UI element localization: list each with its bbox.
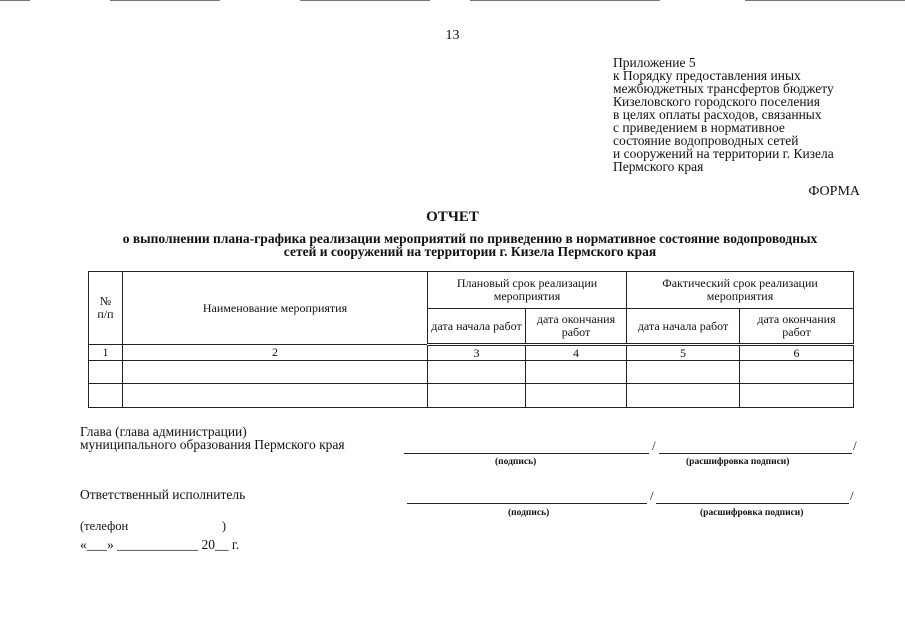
executor-label: Ответственный исполнитель bbox=[80, 487, 246, 502]
table-row bbox=[89, 361, 854, 384]
executor-slash: / bbox=[650, 488, 654, 503]
numbering-cell: 5 bbox=[627, 345, 740, 361]
numbering-cell: 2 bbox=[123, 345, 428, 361]
head-title-line1: Глава (глава администрации) bbox=[80, 424, 247, 439]
appendix-line: к Порядку предоставления иных bbox=[613, 68, 801, 83]
subtitle-line: сетей и сооружений на территории г. Кизела Пермского края bbox=[283, 244, 657, 259]
numbering-cell: 4 bbox=[526, 345, 627, 361]
date-line: «___» ____________ 20__ г. bbox=[80, 537, 240, 552]
executor-slash-end: / bbox=[850, 488, 854, 503]
header-name: Наименование мероприятия bbox=[123, 272, 428, 345]
page-number: 13 bbox=[445, 28, 460, 43]
numbering-cell: 6 bbox=[740, 345, 854, 361]
appendix-line: и сооружений на территории г. Кизела bbox=[613, 146, 834, 161]
executor-signature-caption: (подпись) bbox=[508, 508, 550, 518]
appendix-line: состояние водопроводных сетей bbox=[613, 133, 799, 148]
executor-decoding-caption: (расшифровка подписи) bbox=[700, 508, 804, 518]
executor-signature-line[interactable] bbox=[407, 503, 647, 504]
empty-cell[interactable] bbox=[627, 361, 740, 384]
head-signature-line[interactable] bbox=[404, 453, 649, 454]
empty-cell[interactable] bbox=[123, 384, 428, 408]
head-signature-caption: (подпись) bbox=[495, 457, 537, 467]
empty-cell[interactable] bbox=[89, 361, 123, 384]
report-table bbox=[88, 271, 854, 408]
head-slash: / bbox=[652, 438, 656, 453]
appendix-header bbox=[613, 56, 873, 173]
empty-cell[interactable] bbox=[627, 384, 740, 408]
header-num: № п/п bbox=[89, 272, 123, 345]
empty-cell[interactable] bbox=[428, 361, 526, 384]
subtitle-line: о выполнении плана-графика реализации мероприятий по приведению в нормативное состояние водопроводных bbox=[122, 231, 818, 246]
header-planned-end: дата окончания работ bbox=[526, 309, 627, 345]
empty-cell[interactable] bbox=[89, 384, 123, 408]
head-title-line2: муниципального образования Пермского края bbox=[80, 437, 345, 452]
forma-label: ФОРМА bbox=[808, 184, 860, 199]
executor-decoding-line[interactable] bbox=[656, 503, 849, 504]
appendix-line: с приведением в нормативное bbox=[613, 120, 785, 135]
empty-cell[interactable] bbox=[526, 384, 627, 408]
head-decoding-line[interactable] bbox=[659, 453, 852, 454]
report-title: ОТЧЕТ bbox=[426, 209, 479, 225]
appendix-line: Приложение 5 bbox=[613, 55, 696, 70]
appendix-line: Кизеловского городского поселения bbox=[613, 94, 820, 109]
header-actual: Фактический срок реализации мероприятия bbox=[627, 272, 854, 309]
empty-cell[interactable] bbox=[428, 384, 526, 408]
empty-cell[interactable] bbox=[740, 384, 854, 408]
header-actual-start: дата начала работ bbox=[627, 309, 740, 345]
scan-edge-line bbox=[110, 0, 220, 1]
report-subtitle bbox=[60, 232, 880, 258]
header-planned-start: дата начала работ bbox=[428, 309, 526, 345]
header-actual-end: дата окончания работ bbox=[740, 309, 854, 345]
scan-edge-line bbox=[300, 0, 430, 1]
header-planned: Плановый срок реализации мероприятия bbox=[428, 272, 627, 309]
empty-cell[interactable] bbox=[740, 361, 854, 384]
numbering-cell: 1 bbox=[89, 345, 123, 361]
table-row bbox=[89, 384, 854, 408]
appendix-line: Пермского края bbox=[613, 159, 704, 174]
head-slash-end: / bbox=[853, 438, 857, 453]
empty-cell[interactable] bbox=[123, 361, 428, 384]
scan-edge-line bbox=[745, 0, 905, 1]
numbering-cell: 3 bbox=[428, 345, 526, 361]
appendix-line: в целях оплаты расходов, связанных bbox=[613, 107, 822, 122]
head-decoding-caption: (расшифровка подписи) bbox=[686, 457, 790, 467]
empty-cell[interactable] bbox=[526, 361, 627, 384]
scan-edge-line bbox=[0, 0, 30, 1]
appendix-line: межбюджетных трансфертов бюджету bbox=[613, 81, 834, 96]
phone-line: (телефон ) bbox=[80, 519, 227, 533]
scan-edge-line bbox=[470, 0, 660, 1]
